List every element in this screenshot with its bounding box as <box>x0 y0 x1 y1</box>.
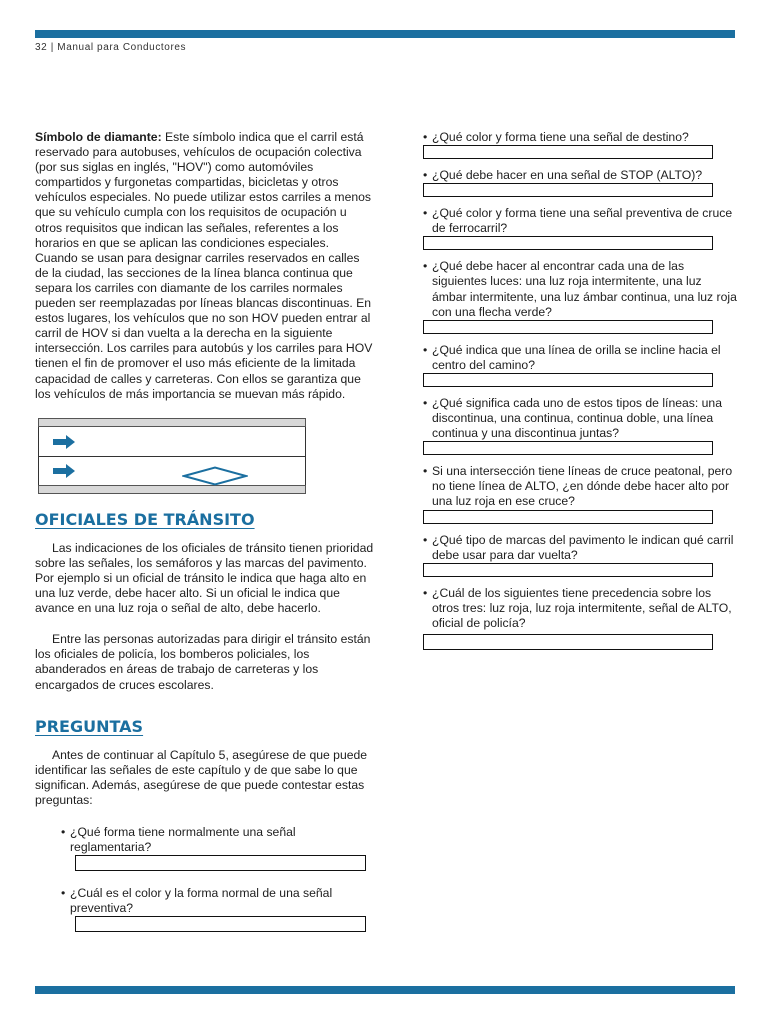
diamond-lead: Símbolo de diamante: <box>35 130 162 144</box>
answer-field[interactable] <box>423 373 713 387</box>
question-label: ¿Cuál es el color y la forma normal de una señal preventiva? <box>70 886 333 916</box>
list-item <box>423 464 738 509</box>
answer-field[interactable] <box>423 320 713 334</box>
answer-field[interactable] <box>75 855 366 871</box>
officials-paragraph-1: Las indicaciones de los oficiales de tránsito tienen prioridad sobre las señales, los semáforos y las marcas del pavimento. Por ejemplo si un oficial de tránsito le indica que haga alto en una luz verde, debe hacer alto. Si un oficial le indica que avance en una luz roja o señal de alto, debe hacerlo. <box>35 540 374 616</box>
list-item <box>35 886 375 932</box>
officials-paragraph-2: Entre las personas autorizadas para dirigir el tránsito están los oficiales de policía, los bomberos policiales, los abanderados en áreas de trabajo de carreteras y los encargados de cruces escolares. <box>35 632 371 692</box>
answer-field[interactable] <box>423 145 713 159</box>
list-item <box>423 259 738 319</box>
lane-edge-top <box>38 418 306 427</box>
question-text: ¿Qué color y forma tiene una señal preventiva de cruce de ferrocarril? <box>432 206 733 236</box>
footer-rule <box>35 986 735 994</box>
answer-field[interactable] <box>423 510 713 524</box>
lane-right-edge <box>305 427 306 485</box>
list-item <box>423 343 738 373</box>
list-item <box>423 168 738 183</box>
answer-field[interactable] <box>75 916 366 932</box>
question-text: ¿Cuál de los siguientes tiene precedencia sobre los otros tres: luz roja, luz roja intermitente, señal de ALTO, oficial de policía? <box>432 585 732 630</box>
list-item <box>423 396 738 441</box>
answer-field[interactable] <box>423 634 713 650</box>
question-text: ¿Qué tipo de marcas del pavimento le indican qué carril debe usar para dar vuelta? <box>432 532 734 562</box>
question-text: Si una intersección tiene líneas de cruce peatonal, pero no tiene línea de ALTO, ¿en dónde debe hacer alto por una luz roja en ese cruce? <box>432 464 733 509</box>
page-header: 32 | Manual para Conductores <box>35 42 187 53</box>
hov-lane-diagram <box>38 418 306 494</box>
officials-heading: OFICIALES DE TRÁNSITO <box>35 509 255 529</box>
header-rule <box>35 30 735 38</box>
question-label: ¿Qué forma tiene normalmente una señal reglamentaria? <box>70 825 296 855</box>
answer-field[interactable] <box>423 236 713 250</box>
question-text: ¿Qué debe hacer en una señal de STOP (ALTO)? <box>432 168 703 183</box>
diamond-icon <box>182 466 248 486</box>
right-column <box>423 130 738 650</box>
question-text <box>61 825 360 871</box>
left-column <box>35 130 375 932</box>
right-arrow-icon <box>53 464 75 478</box>
question-text <box>61 886 380 932</box>
right-arrow-icon <box>53 435 75 449</box>
questions-heading: PREGUNTAS <box>35 716 144 736</box>
lane-divider <box>38 456 306 457</box>
lane-left-edge <box>38 427 39 485</box>
list-item <box>35 825 375 871</box>
question-text: ¿Qué debe hacer al encontrar cada una de las siguientes luces: una luz roja intermitente, una luz ámbar intermitente, una luz ámbar continua, una luz roja con una flecha verde? <box>432 259 737 319</box>
question-text: ¿Qué significa cada uno de estos tipos de líneas: una discontinua, una continua, continua doble, una línea continua y una discontinua juntas? <box>432 395 722 441</box>
diamond-paragraph <box>35 130 375 402</box>
questions-intro: Antes de continuar al Capítulo 5, asegúrese de que puede identificar las señales de este capítulo y de que sabe lo que significan. Además, asegúrese de que puede contestar estas preguntas: <box>35 747 368 807</box>
diamond-text: Este símbolo indica que el carril está reservado para autobuses, vehículos de ocupación colectiva (por sus siglas en inglés, "HOV") como automóviles compartidos y furgonetas compartidas, bicicletas y otros vehículos especiales. No puede utilizar estos carriles a menos que su vehículo cumpla con los requisitos de ocupación u otros requisitos que indican las señales, referentes a los horarios en que se aplican las condiciones especiales. Cuando se usan para designar carriles reservados en calles de la ciudad, las secciones de la línea blanca continua que separa los carriles con diamante de los carriles normales pueden ser reemplazadas por líneas blancas discontinuas. En estos lugares, los vehículos que no son HOV pueden entrar al carril de HOV si dan vuelta a la derecha en la siguiente intersección. Los carriles para autobús y los carriles para HOV tienen el fin de promover el uso más eficiente de la limitada capacidad de calles y carreteras. Con ellos se garantiza que los vehículos de más importancia se muevan más rápido. <box>35 130 373 401</box>
answer-field[interactable] <box>423 563 713 577</box>
answer-field[interactable] <box>423 183 713 197</box>
list-item <box>423 586 738 631</box>
list-item <box>423 206 738 236</box>
question-text: ¿Qué color y forma tiene una señal de destino? <box>432 130 689 144</box>
question-text: ¿Qué indica que una línea de orilla se incline hacia el centro del camino? <box>432 342 721 372</box>
list-item <box>423 533 738 563</box>
lane-edge-bottom <box>38 485 306 494</box>
list-item <box>423 130 738 145</box>
answer-field[interactable] <box>423 441 713 455</box>
